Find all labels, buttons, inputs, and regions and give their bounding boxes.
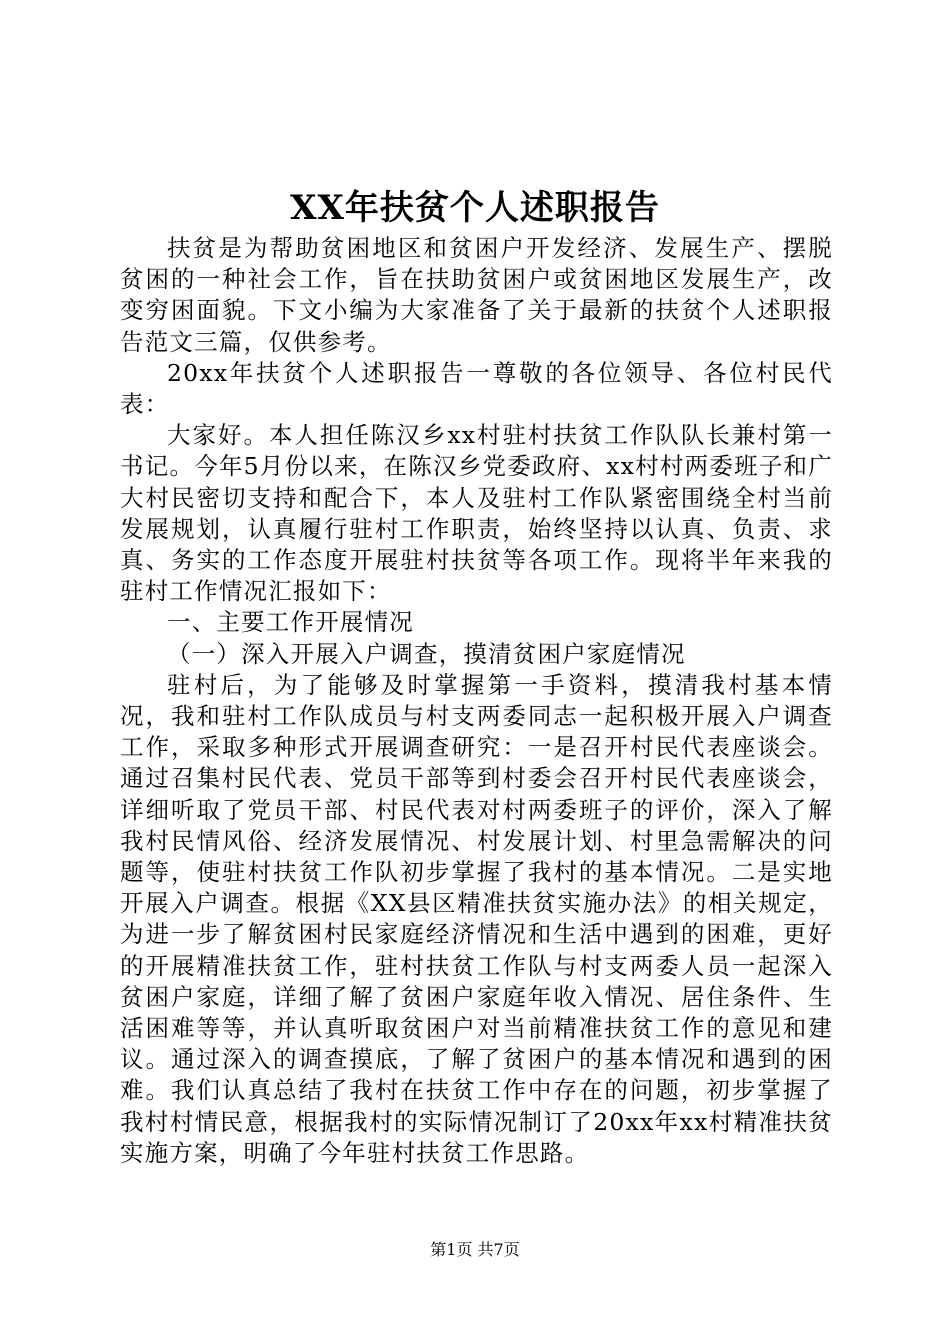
section-heading: 一、主要工作开展情况 <box>167 608 414 637</box>
document-title: XX年扶贫个人述职报告 <box>290 188 660 228</box>
paragraph-intro: 扶贫是为帮助贫困地区和贫困户开发经济、发展生产、摆脱贫困的一种社会工作，旨在扶助贫困户或贫困地区发展生产，改变穷困面貌。下文小编为大家准备了关于最新的扶贫个人述职报告范文三篇，仅供参考。 <box>120 234 833 356</box>
paragraph-survey: 驻村后，为了能够及时掌握第一手资料，摸清我村基本情况，我和驻村工作队成员与村支两委同志一起积极开展入户调查工作，采取多种形式开展调查研究：一是召开村民代表座谈会。通过召集村民代表、党员干部等到村委会召开村民代表座谈会，详细听取了党员干部、村民代表对村两委班子的评价，深入了解我村民情风俗、经济发展情况、村发展计划、村里急需解决的问题等，使驻村扶贫工作队初步掌握了我村的基本情况。二是实地开展入户调查。根据《XX县区精准扶贫实施办法》的相关规定，为进一步了解贫困村民家庭经济情况和生活中遇到的困难，更好的开展精准扶贫工作，驻村扶贫工作队与村支两委人员一起深入贫困户家庭，详细了解了贫困户家庭年收入情况、居住条件、生活困难等等，并认真听取贫困户对当前精准扶贫工作的意见和建议。通过深入的调查摸底，了解了贫困户的基本情况和遇到的困难。我们认真总结了我村在扶贫工作中存在的问题，初步掌握了我村村情民意，根据我村的实际情况制订了20xx年xx村精准扶贫实施方案，明确了今年驻村扶贫工作思路。 <box>120 670 833 1167</box>
paragraph-greeting: 大家好。本人担任陈汉乡xx村驻村扶贫工作队队长兼村第一书记。今年5月份以来，在陈汉乡党委政府、xx村村两委班子和广大村民密切支持和配合下，本人及驻村工作队紧密围绕全村当前发展规划，认真履行驻村工作职责，始终坚持以认真、负责、求真、务实的工作态度开展驻村扶贫等各项工作。现将半年来我的驻村工作情况汇报如下： <box>120 421 833 606</box>
paragraph-salutation: 20xx年扶贫个人述职报告一尊敬的各位领导、各位村民代表： <box>120 358 833 419</box>
document-body <box>120 233 833 1169</box>
subsection-heading: （一）深入开展入户调查，摸清贫困户家庭情况 <box>167 639 686 668</box>
page-footer: 第1页 共7页 <box>430 1240 520 1259</box>
